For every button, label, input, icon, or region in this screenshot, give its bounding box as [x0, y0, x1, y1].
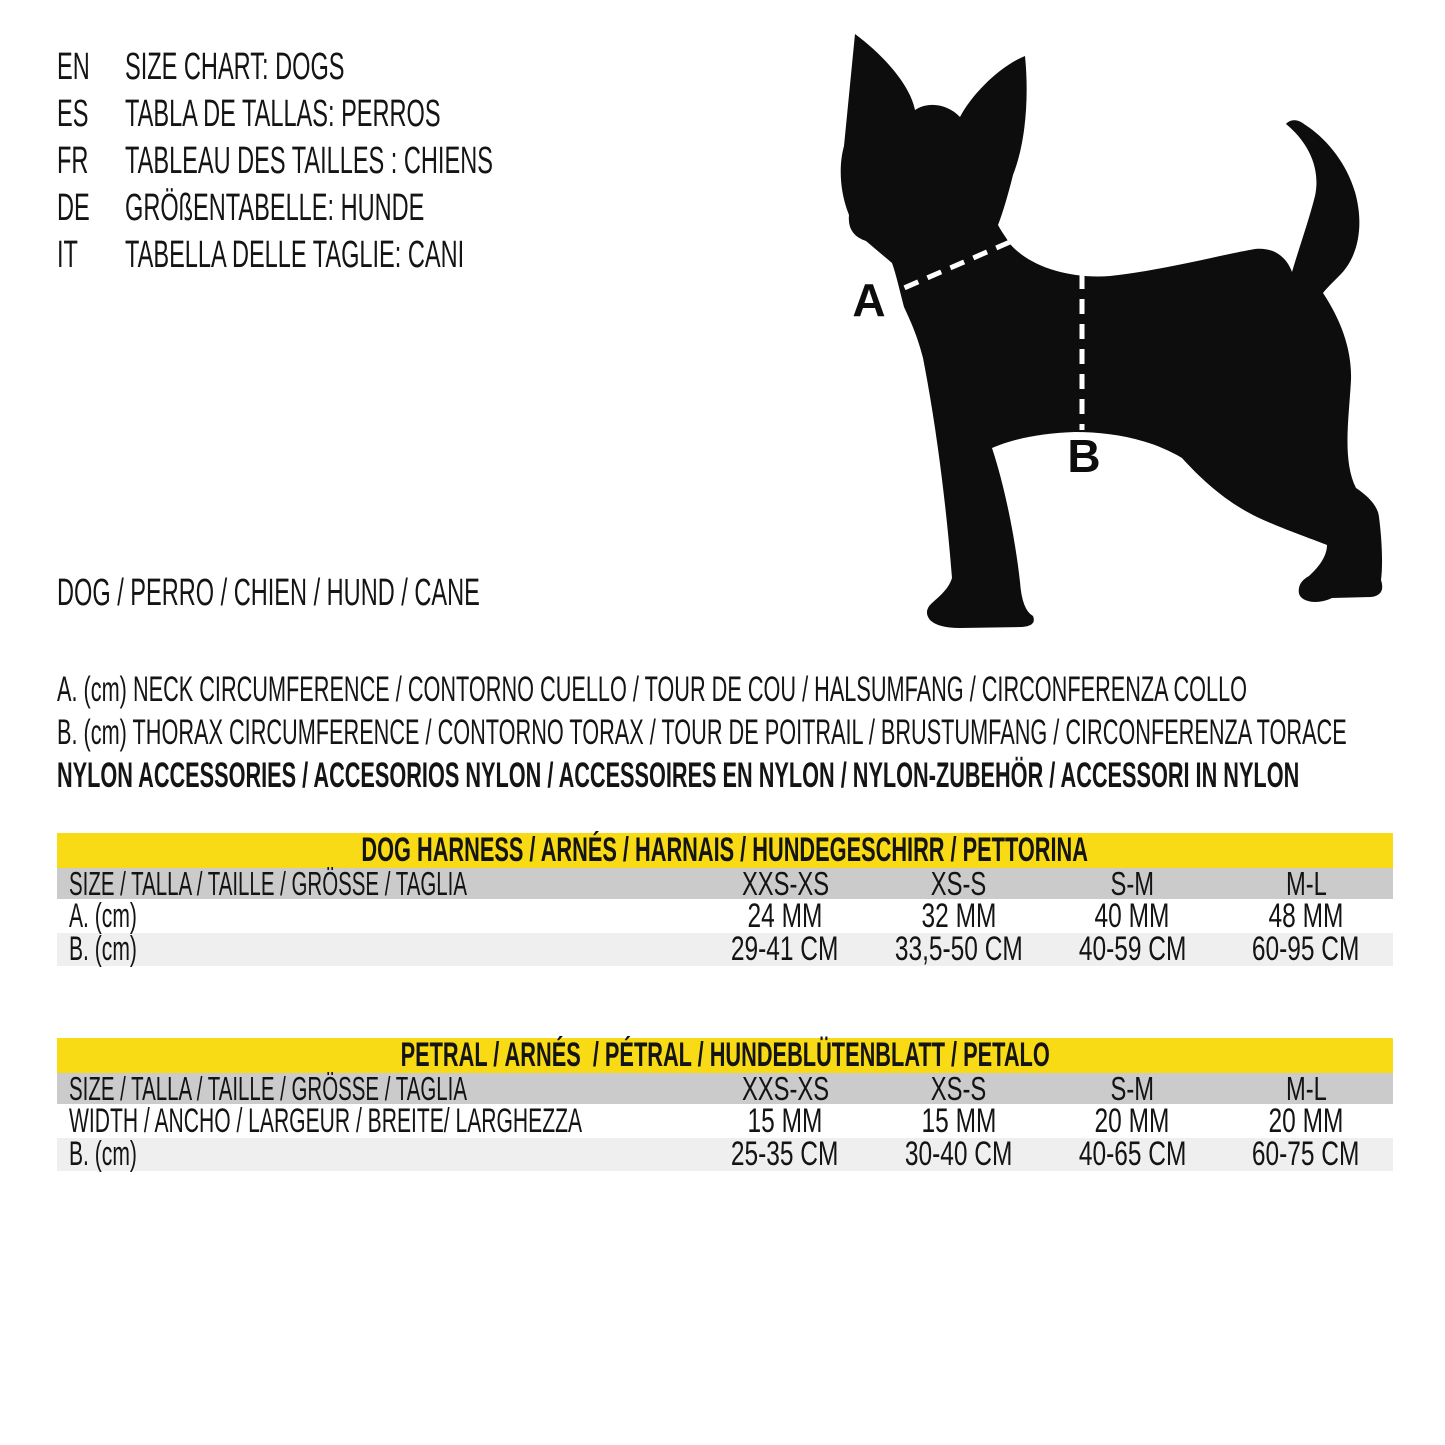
column-header: XXS-XS — [741, 1069, 829, 1107]
table-title: DOG HARNESS / ARNÉS / HARNAIS / HUNDEGESCHIRR / PETTORINA — [361, 831, 1089, 869]
language-code: FR — [57, 140, 89, 182]
cell-value: 40 MM — [1095, 896, 1170, 935]
cell-value: 30-40 CM — [905, 1135, 1013, 1173]
language-row — [57, 138, 718, 185]
row-label: WIDTH / ANCHO / LARGEUR / BREITE/ LARGHEZZA — [69, 1101, 583, 1140]
row-label: A. (cm) — [69, 896, 137, 935]
language-code: ES — [57, 93, 89, 135]
measure-label-a: A — [852, 274, 886, 326]
language-row — [57, 91, 718, 138]
cell-value: 32 MM — [921, 896, 997, 935]
column-header: M-L — [1285, 1069, 1327, 1107]
cell-value: 60-95 CM — [1252, 930, 1360, 968]
cell-value: 15 MM — [921, 1101, 997, 1140]
cell-value: 40-65 CM — [1078, 1135, 1187, 1173]
column-header: S-M — [1110, 1069, 1155, 1107]
cell-value: 48 MM — [1268, 896, 1344, 935]
cell-value: 20 MM — [1268, 1101, 1344, 1140]
cell-value: 60-75 CM — [1252, 1135, 1360, 1173]
language-row — [57, 44, 718, 91]
size-label: SIZE / TALLA / TAILLE / GRÖSSE / TAGLIA — [69, 1069, 467, 1107]
size-header-row — [57, 1069, 1393, 1107]
language-title: TABLEAU DES TAILLES : CHIENS — [125, 140, 493, 182]
dog-measurement-diagram — [820, 20, 1420, 640]
cell-value: 33,5-50 CM — [894, 930, 1023, 968]
table-row — [57, 1135, 1393, 1173]
column-header: S-M — [1110, 864, 1155, 902]
cell-value: 24 MM — [747, 896, 823, 935]
measure-label-b: B — [1067, 430, 1101, 482]
language-row — [57, 232, 718, 279]
table-title: PETRAL / ARNÉS / PÉTRAL / HUNDEBLÜTENBLATT / PETALO — [400, 1036, 1050, 1074]
column-header: XS-S — [931, 864, 987, 902]
row-label: B. (cm) — [69, 930, 137, 968]
language-code: DE — [57, 187, 90, 229]
column-header: XXS-XS — [741, 864, 829, 902]
petral-size-table — [57, 1038, 1393, 1171]
legend-line-b: B. (cm) THORAX CIRCUMFERENCE / CONTORNO TORAX / TOUR DE POITRAIL / BRUSTUMFANG / CIRCONFERENZA TORACE — [57, 712, 1347, 752]
language-code: EN — [57, 46, 90, 88]
language-title: GRÖßENTABELLE: HUNDE — [125, 187, 425, 229]
table-row — [57, 896, 1393, 935]
language-code: IT — [57, 234, 78, 276]
cell-value: 40-59 CM — [1078, 930, 1187, 968]
harness-size-table — [57, 833, 1393, 966]
cell-value: 15 MM — [747, 1101, 823, 1140]
cell-value: 25-35 CM — [731, 1135, 839, 1173]
measurement-legend — [57, 668, 1445, 797]
table-row — [57, 1101, 1393, 1140]
table-row — [57, 930, 1393, 968]
legend-line-nylon: NYLON ACCESSORIES / ACCESORIOS NYLON / ACCESSOIRES EN NYLON / NYLON-ZUBEHÖR / ACCESSORI IN NYLON — [57, 755, 1300, 795]
language-title: TABLA DE TALLAS: PERROS — [125, 93, 441, 135]
column-header: XS-S — [931, 1069, 987, 1107]
language-title: SIZE CHART: DOGS — [125, 46, 345, 88]
row-label: B. (cm) — [69, 1135, 137, 1173]
cell-value: 20 MM — [1095, 1101, 1170, 1140]
language-title-block — [57, 44, 718, 279]
dog-silhouette-icon — [841, 34, 1383, 628]
table-title-bar — [57, 1038, 1393, 1073]
size-label: SIZE / TALLA / TAILLE / GRÖSSE / TAGLIA — [69, 864, 467, 902]
cell-value: 29-41 CM — [731, 930, 839, 968]
size-header-row — [57, 864, 1393, 902]
table-title-bar — [57, 833, 1393, 868]
language-title: TABELLA DELLE TAGLIE: CANI — [125, 234, 465, 276]
language-row — [57, 185, 718, 232]
dog-caption: DOG / PERRO / CHIEN / HUND / CANE — [57, 572, 480, 614]
legend-line-a: A. (cm) NECK CIRCUMFERENCE / CONTORNO CUELLO / TOUR DE COU / HALSUMFANG / CIRCONFERENZA COLLO — [57, 669, 1248, 709]
column-header: M-L — [1285, 864, 1327, 902]
